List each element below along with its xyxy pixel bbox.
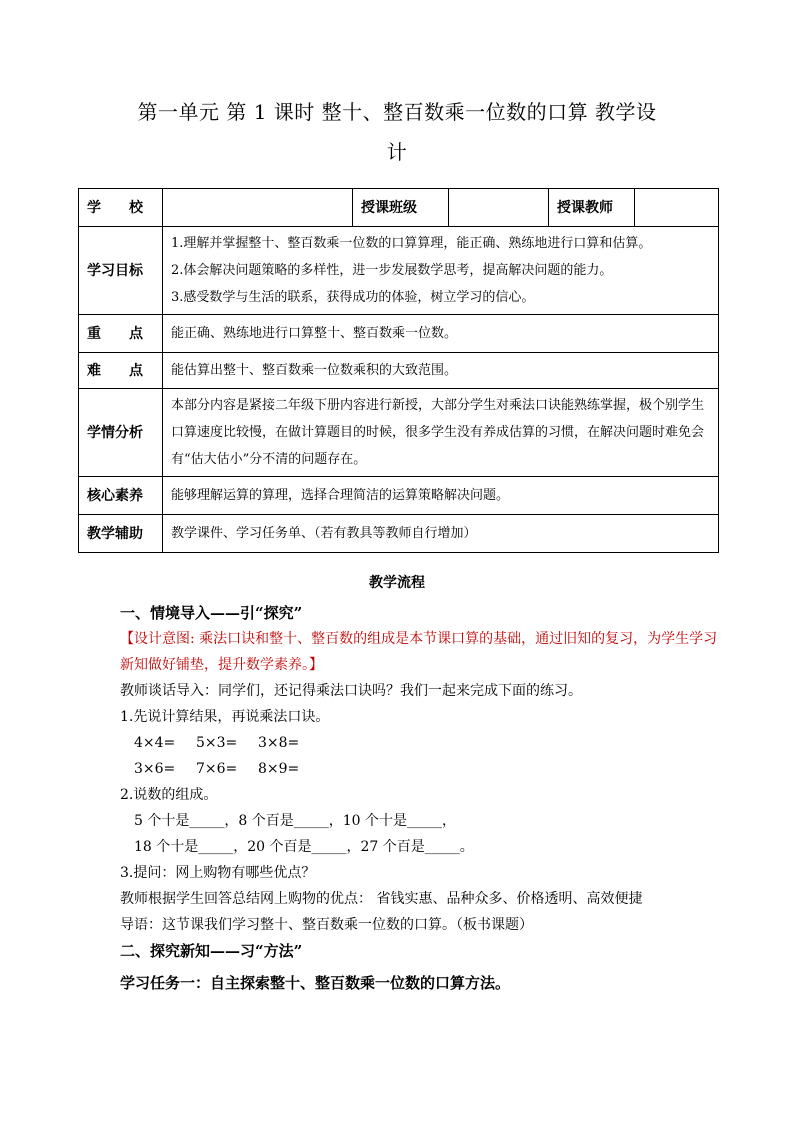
goal-item-3: 3.感受数学与生活的联系，获得成功的体验，树立学习的信心。	[171, 290, 535, 305]
analysis-value	[163, 389, 719, 477]
class-value	[449, 189, 549, 227]
teacher-value	[635, 189, 719, 227]
goal-item-2: 2.体会解决问题策略的多样性，进一步发展数学思考，提高解决问题的能力。	[171, 263, 613, 278]
difficulty-row	[79, 353, 719, 389]
teaching-flow	[120, 600, 720, 996]
section-2-heading: 二、探究新知——习“方法”	[120, 942, 303, 960]
literacy-value: 能够理解运算的算理，选择合理简洁的运算策略解决问题。	[163, 477, 719, 515]
question-1: 1.先说计算结果，再说乘法口诀。	[120, 709, 330, 725]
key-point-row	[79, 315, 719, 353]
exercise-row-2	[120, 756, 720, 782]
document-title	[100, 92, 694, 172]
analysis-label: 学情分析	[79, 389, 163, 477]
literacy-row	[79, 477, 719, 515]
key-point-label: 重 点	[79, 315, 163, 353]
design-intent: 【设计意图: 乘法口诀和整十、整百数的组成是本节课口算的基础，通过旧知的复习，为学生学习新知做好铺垫，提升数学素养。】	[120, 631, 718, 673]
lesson-info-table	[78, 188, 719, 553]
lesson-guide: 导语：这节课我们学习整十、整百数乘一位数的口算。（板书课题）	[120, 917, 533, 933]
goals-value	[163, 227, 719, 315]
exercise-item: 7×6=	[196, 761, 238, 777]
exercise-item: 4×4=	[134, 735, 176, 751]
goals-row	[79, 227, 719, 315]
teacher-label: 授课教师	[549, 189, 635, 227]
school-label: 学 校	[79, 189, 163, 227]
literacy-label: 核心素养	[79, 477, 163, 515]
composition-line-1: 5 个十是_____，8 个百是_____，10 个十是_____，	[134, 813, 456, 829]
difficulty-label: 难 点	[79, 353, 163, 389]
exercise-item: 5×3=	[196, 735, 238, 751]
exercise-item: 3×8=	[258, 735, 300, 751]
exercise-row-1	[120, 730, 720, 756]
difficulty-value: 能估算出整十、整百数乘一位数乘积的大致范围。	[163, 353, 719, 389]
title-line-2: 计	[386, 140, 408, 164]
composition-line-2: 18 个十是_____，20 个百是_____，27 个百是_____。	[134, 839, 474, 855]
aids-label: 教学辅助	[79, 515, 163, 553]
class-label: 授课班级	[353, 189, 449, 227]
school-value	[163, 189, 353, 227]
exercise-item: 8×9=	[258, 761, 300, 777]
analysis-text: 本部分内容是紧接二年级下册内容进行新授，大部分学生对乘法口诀能熟练掌握，极个别学生口算速度比较慢，在做计算题目的时候，很多学生没有养成估算的习惯，在解决问题时难免会有“估大估小”分不清的问题存在。	[171, 398, 705, 467]
title-line-1: 第一单元 第 1 课时 整十、整百数乘一位数的口算 教学设	[137, 100, 657, 124]
aids-value: 教学课件、学习任务单、（若有教具等教师自行增加）	[163, 515, 719, 553]
exercise-item: 3×6=	[134, 761, 176, 777]
school-row	[79, 189, 719, 227]
learning-task-1: 学习任务一：自主探索整十、整百数乘一位数的口算方法。	[120, 974, 511, 992]
question-3: 3.提问：网上购物有哪些优点？	[120, 865, 316, 881]
key-point-value: 能正确、熟练地进行口算整十、整百数乘一位数。	[163, 315, 719, 353]
teacher-intro: 教师谈话导入：同学们，还记得乘法口诀吗？我们一起来完成下面的练习。	[120, 683, 582, 699]
section-1-heading: 一、情境导入——引“探究”	[120, 604, 303, 622]
goal-item-1: 1.理解并掌握整十、整百数乘一位数的口算算理，能正确、熟练地进行口算和估算。	[171, 236, 652, 251]
analysis-row	[79, 389, 719, 477]
goals-label: 学习目标	[79, 227, 163, 315]
aids-row	[79, 515, 719, 553]
teacher-summary: 教师根据学生回答总结网上购物的优点： 省钱实惠、品种众多、价格透明、高效便捷	[120, 891, 643, 907]
question-2: 2.说数的组成。	[120, 787, 218, 803]
teaching-flow-title: 教学流程	[369, 575, 425, 591]
